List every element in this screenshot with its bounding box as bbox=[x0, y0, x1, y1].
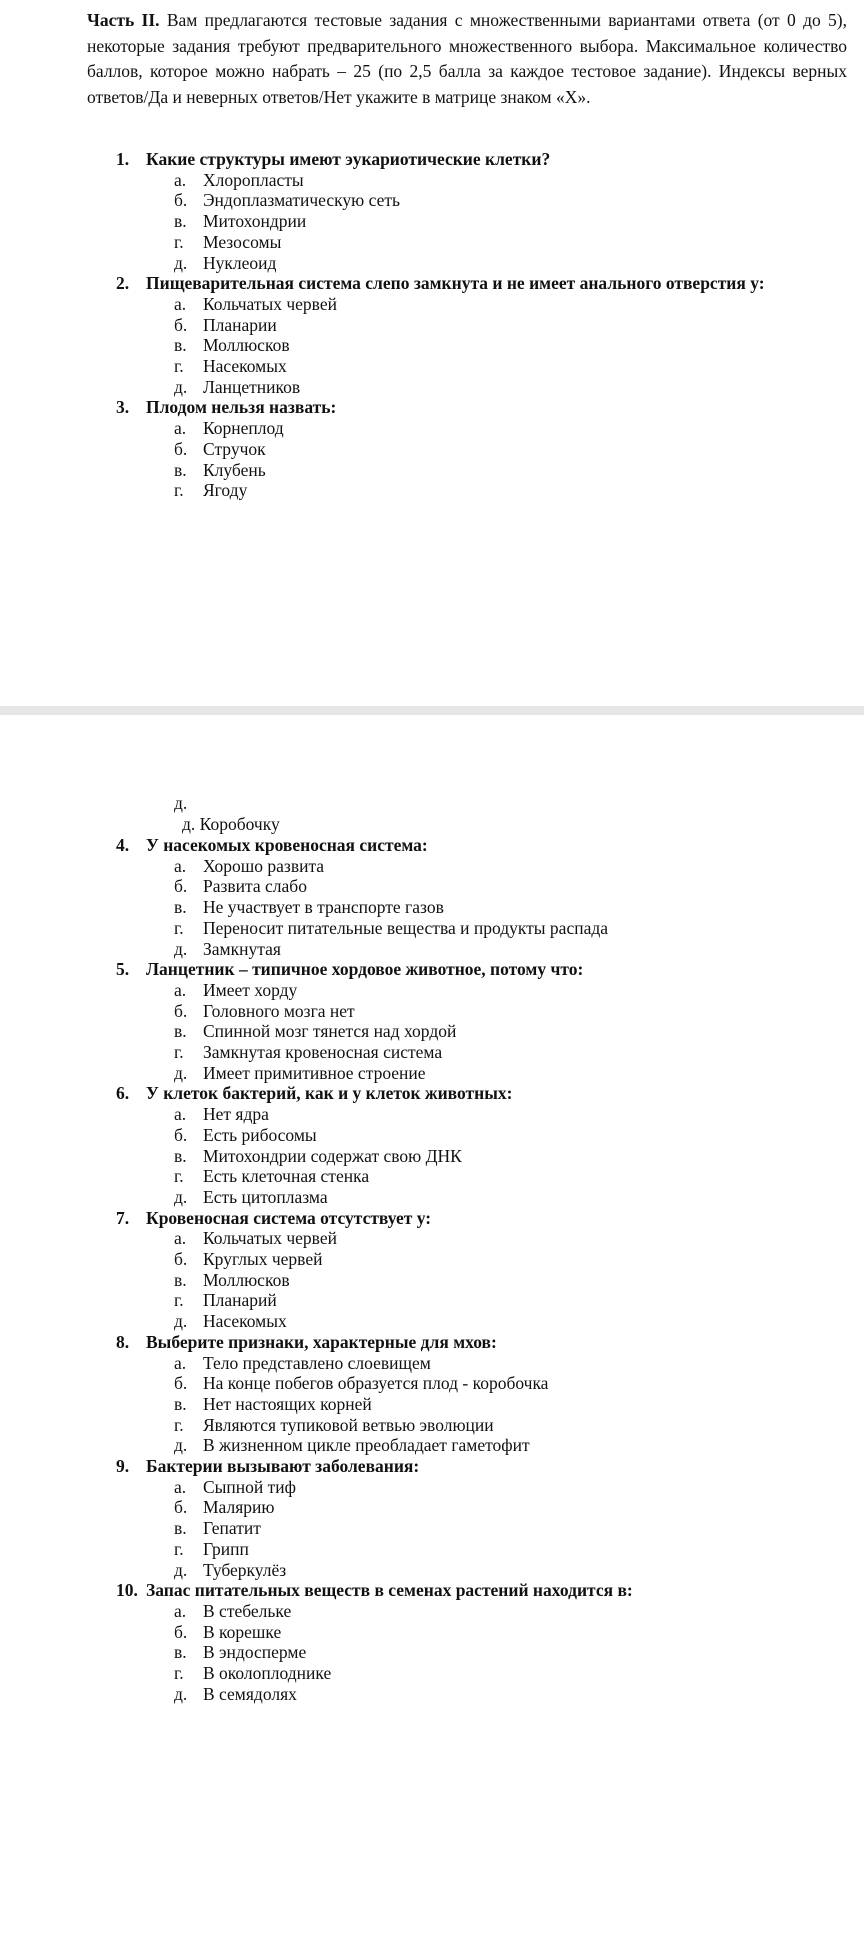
option-letter: д. bbox=[174, 252, 188, 273]
option-text: Имеет хорду bbox=[203, 979, 298, 1000]
question-text: Какие структуры имеют эукариотические клетки? bbox=[146, 149, 551, 169]
option-letter: г. bbox=[174, 356, 184, 376]
question-number: 5. bbox=[116, 959, 130, 980]
option-letter: г. bbox=[174, 1414, 184, 1435]
option-letter: д. bbox=[174, 1559, 188, 1580]
option-letter: г. bbox=[174, 1042, 184, 1062]
option-text: Есть клеточная стенка bbox=[203, 1166, 370, 1187]
option-letter: в. bbox=[174, 1145, 187, 1166]
question-text: У насекомых кровеносная система: bbox=[146, 835, 428, 855]
option-text: Моллюсков bbox=[203, 1269, 290, 1290]
option-letter: в. bbox=[174, 1021, 187, 1042]
document-page-2 bbox=[0, 715, 864, 1942]
option-text: Планарии bbox=[203, 314, 277, 335]
option-text: д. Коробочку bbox=[182, 814, 280, 834]
option-text: В жизненном цикле преобладает гаметофит bbox=[203, 1435, 530, 1456]
option-text: Стручок bbox=[203, 438, 266, 459]
answer-option bbox=[0, 1682, 864, 1707]
option-letter: б. bbox=[174, 1621, 188, 1642]
question-number: 4. bbox=[116, 835, 130, 855]
option-letter: в. bbox=[174, 1393, 187, 1414]
question-number: 8. bbox=[116, 1331, 130, 1352]
page-break bbox=[0, 706, 864, 715]
option-letter: а. bbox=[174, 1228, 187, 1249]
option-text: Кольчатых червей bbox=[203, 293, 337, 314]
question-number: 9. bbox=[116, 1456, 130, 1476]
option-letter: д. bbox=[174, 1311, 188, 1332]
option-text: Спинной мозг тянется над хордой bbox=[203, 1021, 457, 1042]
option-text: Замкнутая кровеносная система bbox=[203, 1042, 443, 1062]
option-letter: б. bbox=[174, 190, 188, 211]
answer-option bbox=[0, 478, 864, 503]
option-letter: д. bbox=[174, 1683, 188, 1704]
question-text: У клеток бактерий, как и у клеток животных: bbox=[146, 1083, 513, 1104]
option-text: Хлоропласты bbox=[203, 169, 304, 190]
option-letter: в. bbox=[174, 211, 187, 232]
option-letter: б. bbox=[174, 1373, 188, 1394]
option-text: На конце побегов образуется плод - коробочка bbox=[203, 1373, 549, 1394]
question-number: 3. bbox=[116, 397, 130, 418]
option-text: Сыпной тиф bbox=[203, 1476, 297, 1497]
option-text: В семядолях bbox=[203, 1683, 297, 1704]
option-letter: д. bbox=[174, 938, 188, 959]
option-letter: а. bbox=[174, 1352, 187, 1373]
option-letter: г. bbox=[174, 231, 184, 252]
option-letter: а. bbox=[174, 1476, 187, 1497]
option-text: Грипп bbox=[203, 1538, 249, 1559]
option-letter: а. bbox=[174, 169, 187, 190]
option-text: Нет настоящих корней bbox=[203, 1393, 372, 1414]
option-text: Мезосомы bbox=[203, 231, 282, 252]
question-number: 6. bbox=[116, 1083, 130, 1104]
question-text: Кровеносная система отсутствует у: bbox=[146, 1207, 432, 1228]
option-letter: б. bbox=[174, 314, 188, 335]
option-letter: в. bbox=[174, 897, 187, 918]
option-text: Тело представлено слоевищем bbox=[203, 1352, 431, 1373]
option-text: Круглых червей bbox=[203, 1249, 323, 1269]
question-text: Пищеварительная система слепо замкнута и не имеет анального отверстия у: bbox=[146, 273, 765, 294]
option-text: Моллюсков bbox=[203, 335, 290, 356]
option-text: Насекомых bbox=[203, 356, 287, 376]
option-text: Нет ядра bbox=[203, 1104, 269, 1125]
option-letter: д. bbox=[174, 793, 188, 813]
option-text: Нуклеоид bbox=[203, 252, 277, 273]
option-text: Развита слабо bbox=[203, 876, 307, 897]
option-text: Планарий bbox=[203, 1290, 277, 1311]
option-text: В околоплоднике bbox=[203, 1663, 332, 1683]
option-letter: г. bbox=[174, 1663, 184, 1683]
option-letter: б. bbox=[174, 438, 188, 459]
option-letter: а. bbox=[174, 293, 187, 314]
option-text: В эндосперме bbox=[203, 1642, 307, 1663]
intro-text: Вам предлагаются тестовые задания с множественными вариантами ответа (от 0 до 5), некоторые задания требуют предварительного множественного выбора. Максимальное количество баллов, которое можно набрать – 25 (по 2,5 балла за каждое тестовое задание). Индексы верных ответов/Да и неверных ответов/Нет укажите в матрице знаком «Х». bbox=[87, 10, 847, 107]
option-text: Митохондрии содержат свою ДНК bbox=[203, 1145, 462, 1166]
question-text: Бактерии вызывают заболевания: bbox=[146, 1456, 420, 1476]
question-number: 2. bbox=[116, 273, 130, 294]
option-text: Клубень bbox=[203, 459, 266, 480]
option-text: Есть рибосомы bbox=[203, 1124, 317, 1145]
option-letter: б. bbox=[174, 1000, 188, 1021]
intro-heading: Часть II. bbox=[87, 10, 160, 30]
option-text: Ягоду bbox=[203, 480, 248, 501]
option-letter: д. bbox=[174, 1435, 188, 1456]
option-text: Замкнутая bbox=[203, 938, 281, 959]
option-text: Есть цитоплазма bbox=[203, 1186, 328, 1207]
option-text: В корешке bbox=[203, 1621, 282, 1642]
question-number: 1. bbox=[116, 149, 130, 169]
option-text: Переносит питательные вещества и продукты распада bbox=[203, 917, 609, 938]
question-number: 7. bbox=[116, 1207, 130, 1228]
option-text: Насекомых bbox=[203, 1311, 287, 1332]
document-page-1 bbox=[0, 0, 864, 706]
option-text: Ланцетников bbox=[203, 376, 301, 397]
option-text: Корнеплод bbox=[203, 418, 284, 439]
option-text: Эндоплазматическую сеть bbox=[203, 190, 400, 211]
option-letter: г. bbox=[174, 1538, 184, 1559]
option-text: Являются тупиковой ветвью эволюции bbox=[203, 1414, 494, 1435]
option-letter: г. bbox=[174, 480, 184, 501]
option-letter: г. bbox=[174, 1166, 184, 1187]
option-letter: а. bbox=[174, 979, 187, 1000]
question-text: Плодом нельзя назвать: bbox=[146, 397, 337, 418]
option-letter: г. bbox=[174, 917, 184, 938]
option-letter: д. bbox=[174, 1062, 188, 1083]
option-letter: в. bbox=[174, 1642, 187, 1663]
option-letter: а. bbox=[174, 418, 187, 439]
option-text: Гепатит bbox=[203, 1518, 261, 1539]
option-text: Не участвует в транспорте газов bbox=[203, 897, 444, 918]
option-letter: г. bbox=[174, 1290, 184, 1311]
option-text: Кольчатых червей bbox=[203, 1228, 337, 1249]
option-text: Головного мозга нет bbox=[203, 1000, 355, 1021]
option-letter: а. bbox=[174, 855, 187, 876]
question-text: Запас питательных веществ в семенах растений находится в: bbox=[146, 1580, 633, 1601]
intro-paragraph bbox=[87, 8, 847, 110]
option-letter: в. bbox=[174, 1269, 187, 1290]
option-text: Митохондрии bbox=[203, 211, 307, 232]
option-text: Хорошо развита bbox=[203, 855, 325, 876]
option-letter: д. bbox=[174, 1186, 188, 1207]
option-letter: а. bbox=[174, 1600, 187, 1621]
option-letter: а. bbox=[174, 1104, 187, 1125]
option-letter: в. bbox=[174, 1518, 187, 1539]
question-number: 10. bbox=[116, 1580, 138, 1601]
option-letter: б. bbox=[174, 1249, 188, 1269]
option-letter: б. bbox=[174, 1124, 188, 1145]
question-text: Выберите признаки, характерные для мхов: bbox=[146, 1331, 497, 1352]
option-letter: в. bbox=[174, 335, 187, 356]
option-letter: в. bbox=[174, 459, 187, 480]
option-letter: б. bbox=[174, 876, 188, 897]
option-letter: б. bbox=[174, 1497, 188, 1518]
option-text: В стебельке bbox=[203, 1600, 292, 1621]
option-text: Туберкулёз bbox=[203, 1559, 287, 1580]
option-letter: д. bbox=[174, 376, 188, 397]
option-text: Имеет примитивное строение bbox=[203, 1062, 426, 1083]
option-text: Малярию bbox=[203, 1497, 275, 1518]
question-text: Ланцетник – типичное хордовое животное, потому что: bbox=[146, 959, 584, 980]
